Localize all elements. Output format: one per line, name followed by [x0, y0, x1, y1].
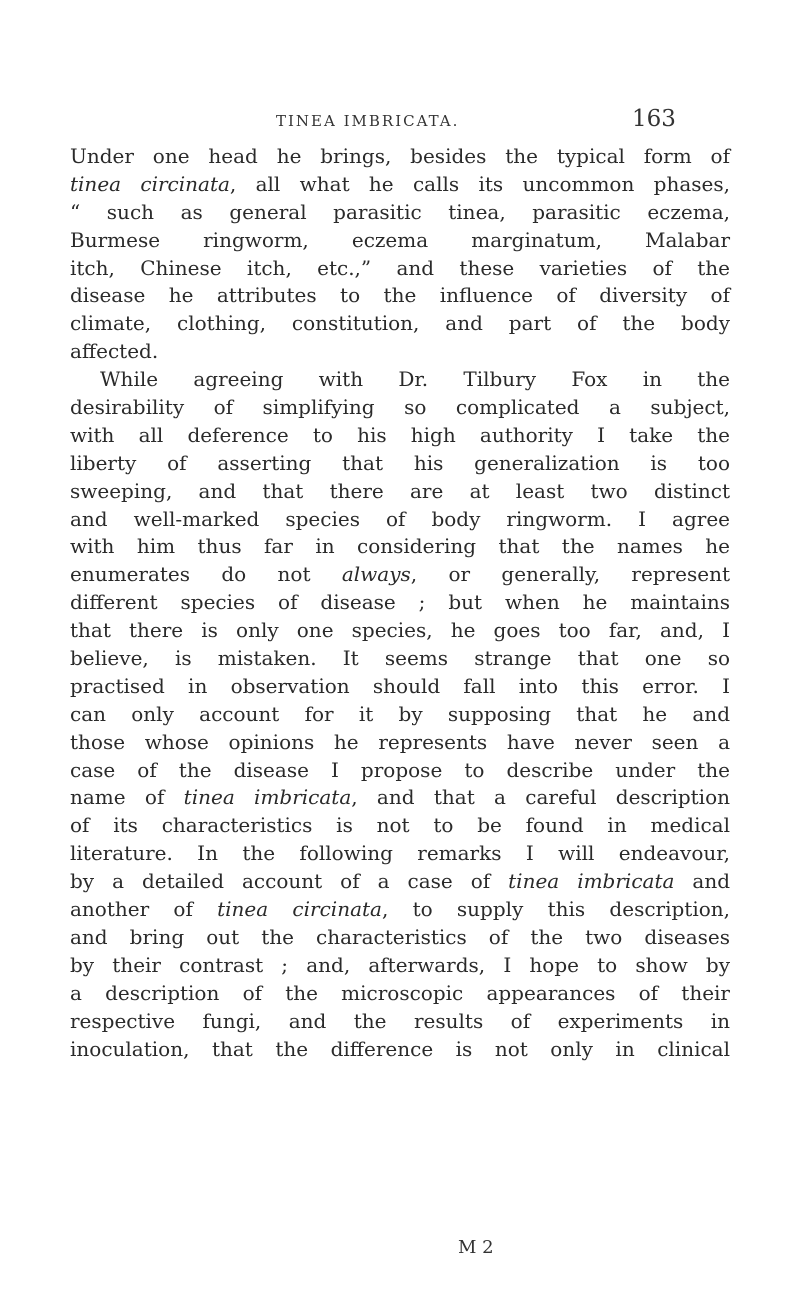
text-line: case of the disease I propose to describe under the: [70, 757, 730, 782]
text-line: Burmese ringworm, eczema marginatum, Malabar: [70, 227, 730, 252]
text-line: different species of disease ; but when he maintains: [70, 590, 730, 615]
text-line: another of tinea circinata, to supply this description,: [70, 897, 731, 922]
text-line: While agreeing with Dr. Tilbury Fox in the: [100, 367, 730, 392]
running-title: TINEA IMBRICATA.: [276, 112, 460, 130]
text-line: and well-marked species of body ringworm. I agree: [70, 506, 730, 531]
text-line: inoculation, that the difference is not only in clinical: [70, 1036, 730, 1061]
text-line: “ such as general parasitic tinea, parasitic eczema,: [70, 199, 730, 224]
text-line: practised in observation should fall into this error. I: [70, 673, 730, 698]
text-line: with all deference to his high authority I take the: [70, 422, 730, 447]
text-line: liberty of asserting that his generalization is too: [70, 450, 730, 475]
text-line: literature. In the following remarks I will endeavour,: [70, 841, 730, 866]
text-line: sweeping, and that there are at least two distinct: [70, 478, 730, 503]
text-line: with him thus far in considering that the names he: [70, 534, 730, 559]
text-line: enumerates do not always, or generally, represent: [70, 562, 730, 587]
text-line: Under one head he brings, besides the typical form of: [70, 144, 730, 168]
text-line: believe, is mistaken. It seems strange that one so: [70, 646, 730, 671]
text-line: can only account for it by supposing that he and: [70, 701, 730, 726]
text-line: and bring out the characteristics of the two diseases: [70, 924, 730, 949]
text-line: that there is only one species, he goes too far, and, I: [70, 618, 730, 643]
text-line: disease he attributes to the influence of diversity of: [70, 283, 730, 308]
body-text: [70, 143, 730, 1063]
text-line: name of tinea imbricata, and that a careful description: [70, 785, 730, 810]
text-line: tinea circinata, all what he calls its uncommon phases,: [70, 171, 730, 196]
text-line: climate, clothing, constitution, and part of the body: [70, 311, 730, 336]
text-line: a description of the microscopic appearances of their: [70, 980, 730, 1005]
signature-mark: M 2: [458, 1237, 494, 1258]
text-line: desirability of simplifying so complicated a subject,: [70, 395, 730, 420]
text-line: those whose opinions he represents have never seen a: [70, 729, 730, 754]
text-line: respective fungi, and the results of experiments in: [70, 1008, 730, 1033]
text-line: itch, Chinese itch, etc.,” and these varieties of the: [70, 255, 730, 280]
page-number: 163: [632, 106, 676, 132]
text-line: of its characteristics is not to be found in medical: [70, 813, 730, 838]
text-line: affected.: [70, 339, 159, 364]
text-line: by a detailed account of a case of tinea imbricata and: [70, 869, 730, 894]
text-line: by their contrast ; and, afterwards, I hope to show by: [70, 952, 730, 977]
